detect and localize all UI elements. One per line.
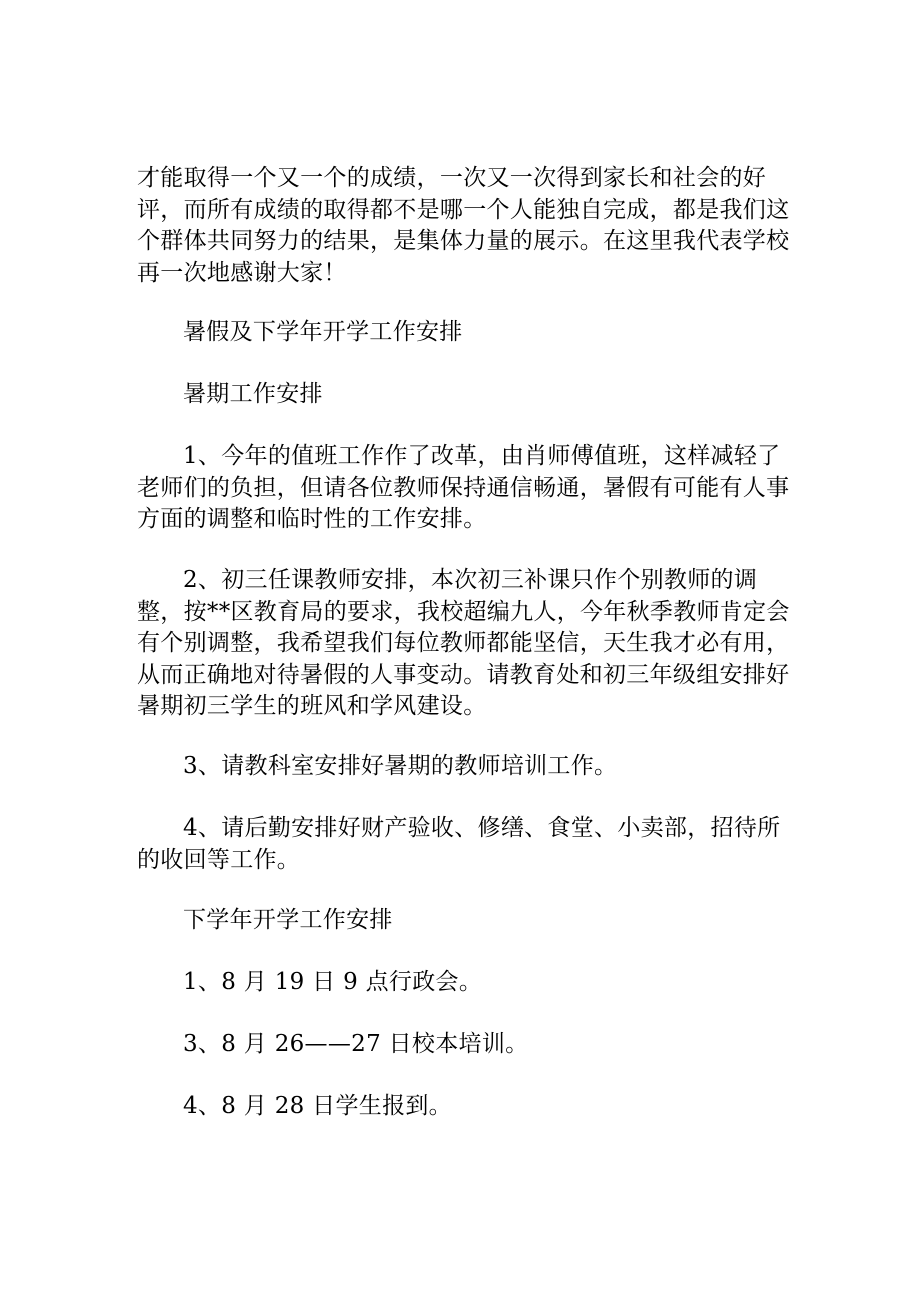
paragraph-closing-thanks: 才能取得一个又一个的成绩，一次又一次得到家长和社会的好评，而所有成绩的取得都不是哪一个人能独自完成，都是我们这个群体共同努力的结果，是集体力量的展示。在这里我代表学校再一次地感谢大家！ <box>137 165 790 286</box>
heading-next-year-plan: 下学年开学工作安排 <box>183 907 393 933</box>
heading-summer-and-next-year-plan: 暑假及下学年开学工作安排 <box>183 319 463 345</box>
heading-summer-plan: 暑期工作安排 <box>183 381 323 407</box>
schedule-item-school-training: 3、8 月 26——27 日校本培训。 <box>183 1031 529 1057</box>
paragraph-item-3-training: 3、请教科室安排好暑期的教师培训工作。 <box>183 753 618 779</box>
paragraph-item-2-teachers: 2、初三任课教师安排，本次初三补课只作个别教师的调整，按**区教育局的要求，我校超编九人，今年秋季教师肯定会有个别调整，我希望我们每位教师都能坚信，天生我才必有用，从而正确地对待暑假的人事变动。请教育处和初三年级组安排好暑期初三学生的班风和学风建设。 <box>137 567 790 719</box>
schedule-item-admin-meeting: 1、8 月 19 日 9 点行政会。 <box>183 969 483 995</box>
paragraph-item-4-logistics: 4、请后勤安排好财产验收、修缮、食堂、小卖部，招待所的收回等工作。 <box>137 815 781 873</box>
schedule-item-student-registration: 4、8 月 28 日学生报到。 <box>183 1093 452 1119</box>
paragraph-item-1-duty: 1、今年的值班工作作了改革，由肖师傅值班，这样减轻了老师们的负担，但请各位教师保持通信畅通，暑假有可能有人事方面的调整和临时性的工作安排。 <box>137 443 790 532</box>
